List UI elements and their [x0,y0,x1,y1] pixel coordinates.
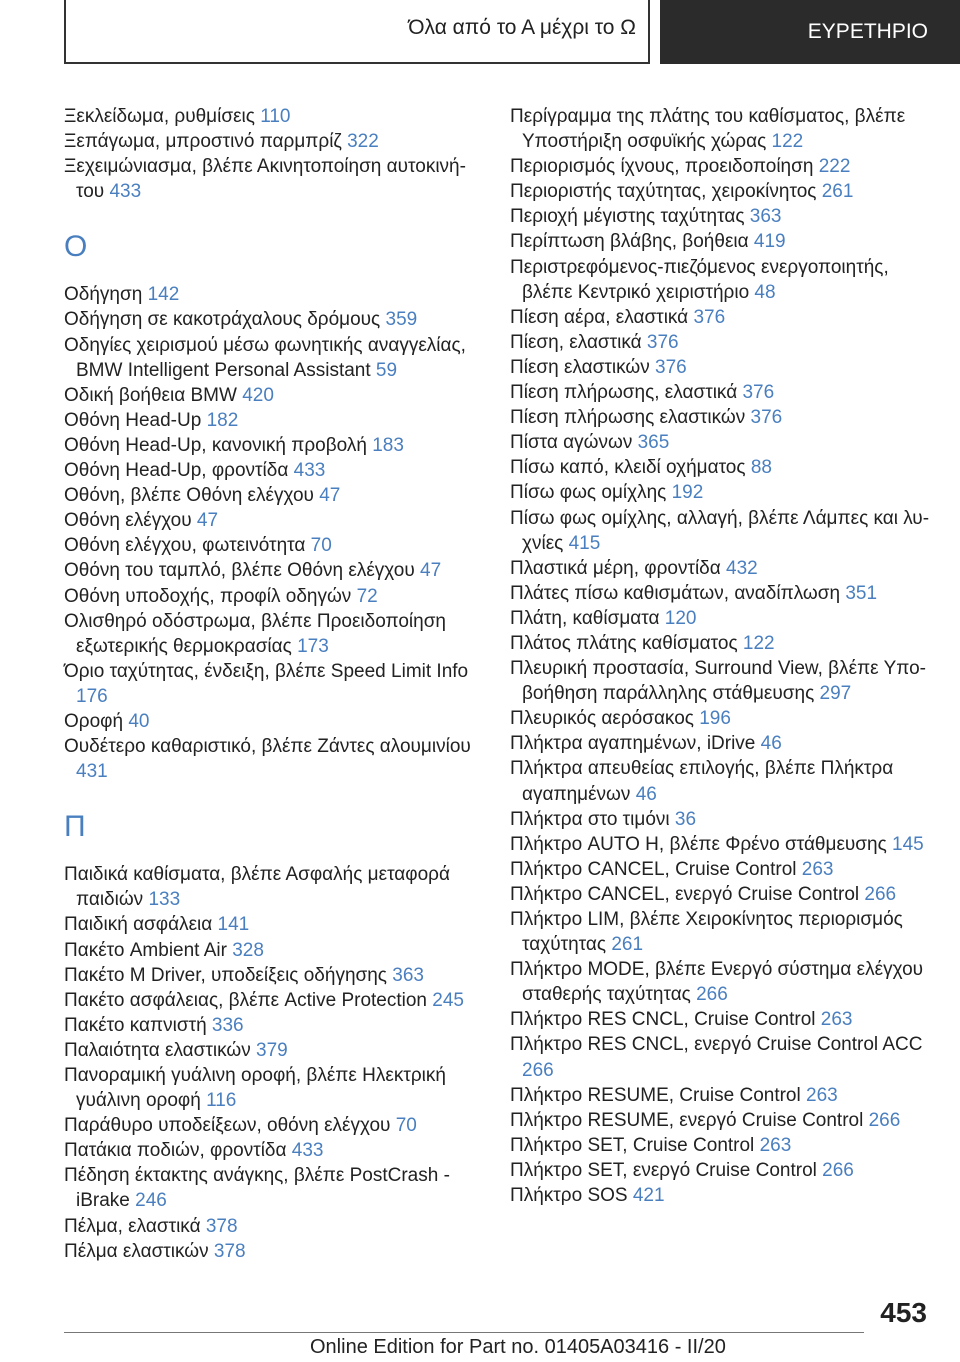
index-entry-text: Πανοραμική γυάλινη οροφή, βλέπε Ηλεκτρική γυάλινη οροφή [64,1065,446,1112]
index-entry [64,383,484,408]
index-entry-text: Πλήκτρα αγαπημένων, iDrive [510,733,761,755]
index-page-link[interactable]: 365 [637,432,670,454]
index-entry [64,433,484,458]
index-page-link[interactable]: 133 [148,889,181,911]
index-entry-text: Πίστα αγώνων [510,432,638,454]
footer-divider [64,1332,864,1333]
index-page-link[interactable]: 176 [76,685,108,707]
index-entry-text: Πέλμα ελαστικών [64,1240,214,1262]
index-page-link[interactable]: 433 [109,181,142,203]
chapter-title: Όλα από το Α μέχρι το Ω [408,16,636,39]
index-letter-heading: Ο [64,230,88,264]
index-entry [64,1239,484,1264]
index-entry [510,857,930,882]
index-entry-text: Πίσω φως ομίχλης [510,482,672,504]
index-letter-heading: Π [64,810,86,844]
index-page-link[interactable]: 48 [754,281,776,303]
index-entry-text: Ουδέτερο καθαριστικό, βλέπε Ζάντες αλουμινίου [64,736,471,758]
index-page-link[interactable]: 378 [205,1215,238,1237]
index-entry [64,1214,484,1239]
index-entry-text: Πίεση ελαστικών [510,356,655,378]
index-entry [64,333,484,383]
index-entry-text: Ξεκλείδωμα, ρυθμίσεις [64,106,261,127]
index-page-link[interactable]: 59 [375,359,398,381]
index-entry [510,1108,930,1133]
index-entry [64,938,484,963]
index-entry-text: Περίπτωση βλάβης, βοήθεια [510,231,754,253]
index-page-link[interactable]: 261 [821,181,854,203]
index-page-link[interactable]: 120 [664,607,697,629]
index-entry-text: Πακέτο M Driver, υποδείξεις οδήγησης [64,964,393,986]
index-page-link[interactable]: 88 [750,457,772,479]
index-page-link[interactable]: 122 [742,632,775,654]
index-page-link[interactable]: 245 [432,989,464,1011]
index-page-link[interactable]: 379 [256,1039,288,1061]
index-page-link[interactable]: 173 [297,635,329,657]
index-page-link[interactable]: 72 [356,585,378,607]
index-entry-text: Πακέτο Ambient Air [64,939,233,961]
index-entry [64,912,484,937]
index-entry-text: Οδική βοήθεια BMW [64,384,243,406]
index-entry [510,957,930,1007]
index-entry-text: Πλήκτρο RESUME, ενεργό Cruise Control [510,1109,869,1131]
index-page-link[interactable]: 263 [806,1084,838,1106]
index-page-link[interactable]: 222 [818,156,851,178]
index-entry-text: Πλήκτρο MODE, βλέπε Ενεργό σύστημα ελέγχου σταθερής ταχύτητας [510,959,924,1006]
index-entry-text: Πέδηση έκτακτης ανάγκης, βλέπε PostCrash - iBrake [64,1165,450,1212]
index-entry-text: Πλήκτρο CANCEL, ενεργό Cruise Control [510,883,865,905]
section-tab-label: ΕΥΡΕΤΗΡΙΟ [807,20,928,43]
index-entry-text: Οθόνη Head-Up [64,409,207,431]
index-entry-text: Πλήκτρο AUTO H, βλέπε Φρένο στάθμευσης [510,833,893,855]
index-page-link[interactable]: 266 [822,1159,854,1181]
index-page-link[interactable]: 421 [632,1185,665,1207]
index-entry-text: Πλήκτρο SOS [510,1185,633,1207]
index-entry-text: Ολισθηρό οδόστρωμα, βλέπε Προειδοποίηση εξωτερικής θερμοκρασίας [64,610,446,657]
index-page-link[interactable]: 433 [291,1140,324,1162]
index-page-link[interactable]: 46 [635,783,657,805]
index-entry [64,129,484,154]
index-page-link[interactable]: 47 [420,560,442,582]
index-page-link[interactable]: 266 [868,1109,901,1131]
index-entry-text: Πέλμα, ελαστικά [64,1215,206,1237]
index-page-link[interactable]: 297 [819,683,852,705]
index-page-link[interactable]: 336 [211,1014,244,1036]
index-entry-text: Πλάτη, καθίσματα [510,607,665,629]
index-entry [64,307,484,332]
index-page-link[interactable]: 116 [206,1090,237,1112]
index-entry [510,455,930,480]
index-entry [510,255,930,305]
index-page-link[interactable]: 261 [611,934,644,956]
index-entry-text: Περιοριστής ταχύτητας, χειροκίνητος [510,181,822,203]
index-entry [64,1163,484,1213]
index-entry-text: Πίσω καπό, κλειδί οχήματος [510,457,751,479]
index-entry [510,229,930,254]
index-entry-text: Πλήκτρο RES CNCL, ενεργό Cruise Control ACC [510,1034,923,1056]
index-entry [64,282,484,307]
page-number: 453 [880,1297,927,1328]
index-page-link[interactable]: 192 [671,482,704,504]
index-entry [510,1158,930,1183]
index-entry [510,882,930,907]
index-entry [510,104,930,154]
index-entry [510,380,930,405]
index-entry [64,1038,484,1063]
index-entry [64,483,484,508]
index-page-link[interactable]: 351 [845,582,878,604]
index-page-link[interactable]: 196 [699,708,731,730]
index-entry [510,1032,930,1082]
index-entry-text: Πλάτες πίσω καθισμάτων, αναδίπλωση [510,582,846,604]
index-entry-text: Παλαιότητα ελαστικών [64,1039,256,1061]
index-entry-text: Οθόνη Head-Up, φροντίδα [64,460,294,482]
index-entry-text: Πλαστικά μέρη, φροντίδα [510,557,727,579]
index-entry-text: Οροφή [64,710,129,732]
index-entry-text: Οθόνη ελέγχου [64,510,197,532]
index-entry [510,731,930,756]
index-entry-text: Οθόνη Head-Up, κανονική προβολή [64,434,373,456]
index-entry-text: Παράθυρο υποδείξεων, οθόνη ελέγχου [64,1115,396,1137]
index-page-link[interactable]: 36 [674,808,697,830]
index-entry-text: Πλήκτρο RES CNCL, Cruise Control [510,1009,821,1031]
index-entry [64,988,484,1013]
index-page-link[interactable]: 266 [696,984,728,1006]
index-entry-text: Οδήγηση [64,284,148,306]
index-page-link[interactable]: 47 [319,485,341,507]
index-entry [64,659,484,709]
index-entry [510,907,930,957]
header-divider-mid [648,0,650,63]
index-entry [510,706,930,731]
index-entry [64,558,484,583]
index-entry-text: Οδηγίες χειρισμού μέσω φωνητικής αναγγελίας, BMW Intelligent Personal Assistant [64,334,466,381]
index-entry-text: Περιστρεφόμενος-πιεζόμενος ενεργοποιητής, βλέπε Κεντρικό χειριστήριο [510,256,889,303]
index-entry [64,734,484,784]
index-entry [64,154,484,204]
index-entry-text: Οθόνη ελέγχου, φωτεινότητα [64,535,311,557]
index-entry [64,584,484,609]
index-entry [510,1133,930,1158]
index-entry [64,1013,484,1038]
index-page-link[interactable]: 376 [742,382,775,404]
index-page-link[interactable]: 266 [864,883,897,905]
index-entry [510,430,930,455]
index-entry-text: Περίγραμμα της πλάτης του καθίσματος, βλέπε Υποστήριξη οσφυϊκής χώρας [510,106,906,153]
index-entry [510,606,930,631]
index-entry-text: Πλήκτρο SET, ενεργό Cruise Control [510,1159,823,1181]
index-page-link[interactable]: 328 [232,939,264,961]
index-entry-text: Οδήγηση σε κακοτράχαλους δρόμους [64,309,386,331]
index-entry-text: Πλήκτρο LIM, βλέπε Χειροκίνητος περιορισμός ταχύτητας [510,909,903,956]
index-entry-text: Ξεχειμώνιασμα, βλέπε Ακινητοποίηση αυτοκινήτου [64,156,466,203]
index-page-link[interactable]: 263 [759,1134,792,1156]
index-entry-text: Πίεση, ελαστικά [510,331,647,353]
index-entry-text: Περιοχή μέγιστης ταχύτητας [510,206,750,228]
index-page-link[interactable]: 378 [213,1240,246,1262]
index-page-link[interactable]: 70 [310,535,332,557]
index-column-left [64,104,484,1264]
index-entry [510,330,930,355]
index-page-link[interactable]: 47 [196,510,219,532]
header-divider-bottom [64,62,650,64]
index-page-link[interactable]: 376 [655,356,687,378]
index-entry [510,807,930,832]
index-page-link[interactable]: 40 [128,710,150,732]
index-entry-text: Παιδικά καθίσματα, βλέπε Ασφαλής μεταφορά παιδιών [64,864,450,911]
index-page-link[interactable]: 376 [693,306,726,328]
index-entry [510,631,930,656]
index-entry-text: Περιορισμός ίχνους, προειδοποίηση [510,156,819,178]
index-entry-text: Πίεση πλήρωσης ελαστικών [510,407,751,429]
index-page-link[interactable]: 415 [568,532,601,554]
index-page-link[interactable]: 431 [76,761,108,783]
index-page-link[interactable]: 110 [260,106,291,127]
index-entry [510,179,930,204]
index-page-link[interactable]: 70 [395,1115,417,1137]
index-page-link[interactable]: 266 [522,1059,554,1081]
index-entry-text: Πλήκτρο SET, Cruise Control [510,1134,760,1156]
index-entry [64,508,484,533]
index-entry-text: Παιδική ασφάλεια [64,914,218,936]
index-page-link[interactable]: 122 [771,131,804,153]
index-entry [64,862,484,912]
index-entry-text: Οθόνη, βλέπε Οθόνη ελέγχου [64,485,320,507]
index-page-link[interactable]: 182 [206,409,239,431]
index-entry-text: Πλευρικός αερόσακος [510,708,700,730]
index-entry-text: Πακέτο καπνιστή [64,1014,212,1036]
index-page-link[interactable]: 419 [753,231,786,253]
index-entry-text: Πίεση πλήρωσης, ελαστικά [510,382,743,404]
index-page-link[interactable]: 376 [646,331,679,353]
index-entry [510,506,930,556]
index-entry-text: Πίσω φως ομίχλης, αλλαγή, βλέπε Λάμπες και λυχνίες [510,507,930,554]
index-page-link[interactable]: 142 [147,284,180,306]
index-entry [64,609,484,659]
index-page-link[interactable]: 359 [385,309,418,331]
footer-edition: Online Edition for Part no. 01405A03416 - II/20 [310,1336,726,1358]
index-entry-text: Πλάτος πλάτης καθίσματος [510,632,743,654]
index-entry-text: Πίεση αέρα, ελαστικά [510,306,694,328]
index-page-link[interactable]: 432 [726,557,758,579]
index-page-link[interactable]: 141 [217,914,250,936]
index-page-link[interactable]: 363 [392,964,424,986]
index-entry [510,1083,930,1108]
index-entry [64,458,484,483]
index-page-link[interactable]: 46 [760,733,782,755]
index-page-link[interactable]: 363 [749,206,782,228]
index-entry [510,656,930,706]
index-entry [510,405,930,430]
index-entry [64,1138,484,1163]
index-entry-text: Πατάκια ποδιών, φροντίδα [64,1140,292,1162]
index-entry [510,756,930,806]
index-page-link[interactable]: 433 [293,460,326,482]
index-entry [510,832,930,857]
index-entry-text: Πλήκτρο RESUME, Cruise Control [510,1084,807,1106]
index-entry-text: Ξεπάγωμα, μπροστινό παρμπρίζ [64,131,348,153]
index-entry [510,355,930,380]
index-entry [510,1183,930,1208]
index-entry [510,305,930,330]
index-entry [510,154,930,179]
index-entry [510,581,930,606]
index-entry [64,709,484,734]
index-page-link[interactable]: 420 [242,384,274,406]
index-entry-text: Οθόνη υποδοχής, προφίλ οδηγών [64,585,357,607]
index-column-right [510,104,930,1208]
index-entry [510,556,930,581]
index-entry [64,104,484,129]
index-entry [64,963,484,988]
index-page-link[interactable]: 246 [135,1190,167,1212]
index-page-link[interactable]: 376 [750,407,783,429]
section-tab [660,0,960,64]
index-page-link[interactable]: 183 [372,434,404,456]
index-entry [64,533,484,558]
index-entry-text: Πλευρική προστασία, Surround View, βλέπε Υποβοήθηση παράλληλης στάθμευσης [510,658,926,705]
index-entry [64,408,484,433]
index-entry-text: Πακέτο ασφάλειας, βλέπε Active Protection [64,989,433,1011]
index-entry-text: Πλήκτρα στο τιμόνι [510,808,675,830]
index-page-link[interactable]: 263 [820,1009,853,1031]
index-entry [510,204,930,229]
index-entry [64,1113,484,1138]
index-entry-text: Πλήκτρο CANCEL, Cruise Control [510,858,802,880]
index-entry [510,480,930,505]
index-page-link[interactable]: 145 [892,833,924,855]
index-entry [64,1063,484,1113]
index-entry-text: Οθόνη του ταμπλό, βλέπε Οθόνη ελέγχου [64,560,420,582]
index-entry [510,1007,930,1032]
index-page-link[interactable]: 263 [801,858,834,880]
index-page-link[interactable]: 322 [347,131,379,153]
index-entry-text: Όριο ταχύτητας, ένδειξη, βλέπε Speed Limit Info [64,660,469,682]
index-entry-text: Πλήκτρα απευθείας επιλογής, βλέπε Πλήκτρα αγαπημένων [510,758,894,805]
